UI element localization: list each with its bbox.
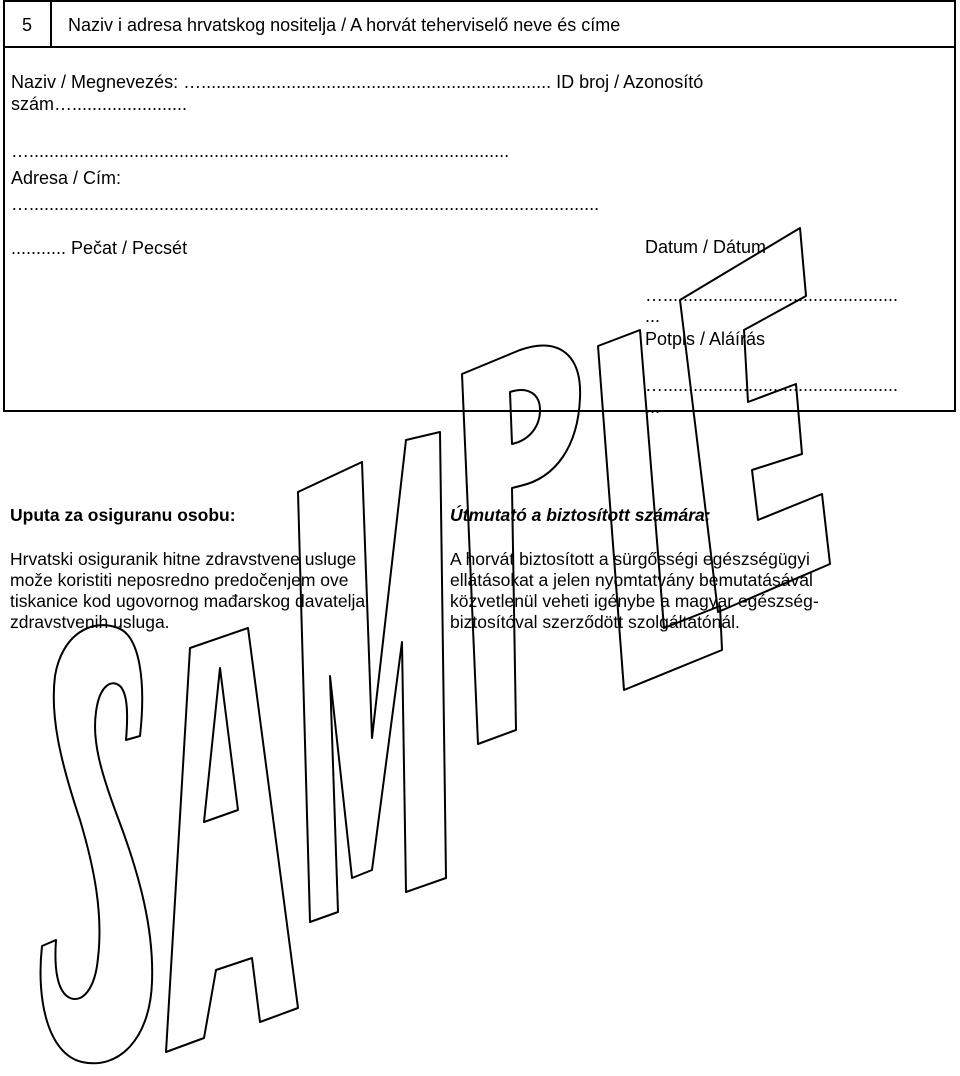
section-number: 5 <box>22 15 33 35</box>
date-label: Datum / Dátum <box>645 237 767 257</box>
section-title: Naziv i adresa hrvatskog nositelja / A horvát teherviselő neve és címe <box>68 15 621 35</box>
instructions-hr-line: može koristiti neposredno predočenjem ove <box>10 570 349 590</box>
signature-field-dots: ... <box>645 397 661 417</box>
instructions-hr-heading: Uputa za osiguranu osobu: <box>10 505 236 525</box>
instructions-hu-line: A horvát biztosított a sürgősségi egészségügyi <box>450 549 810 569</box>
signature-field[interactable]: …............................................... <box>645 375 899 395</box>
address-label: Adresa / Cím: <box>11 168 122 188</box>
name-field-line-1[interactable]: Naziv / Megnevezés: …...................................................................... ID broj / Azonosító <box>11 72 704 92</box>
date-field[interactable]: …............................................... <box>645 285 899 305</box>
address-field[interactable]: ….................................................................................................................. <box>11 194 600 214</box>
name-field-dots: …................................................................................................ <box>11 141 510 161</box>
name-field-line-2[interactable]: szám…....................... <box>11 94 188 114</box>
signature-label: Potpis / Aláírás <box>645 329 766 349</box>
watermark-letter-m <box>298 432 446 922</box>
instructions-hu-line: ellátásokat a jelen nyomtatvány bemutatásával <box>450 570 813 590</box>
instructions-hr-line: zdravstvenih usluga. <box>10 612 170 632</box>
instructions-hu-heading: Útmutató a biztosított számára: <box>450 505 711 525</box>
stamp-label: ........... Pečat / Pecsét <box>11 238 188 258</box>
watermark-letter-a <box>166 628 298 1052</box>
instructions-hr-line: tiskanice kod ugovornog mađarskog davatelja <box>10 591 366 611</box>
instructions-hu-line: biztosítóval szerződött szolgáltatónál. <box>450 612 740 632</box>
date-field-dots: ... <box>645 306 661 326</box>
instructions-hr-line: Hrvatski osiguranik hitne zdravstvene usluge <box>10 549 357 569</box>
watermark-letter-s <box>41 625 153 1063</box>
instructions-hu-line: közvetlenül veheti igénybe a magyar egészség- <box>450 591 819 611</box>
